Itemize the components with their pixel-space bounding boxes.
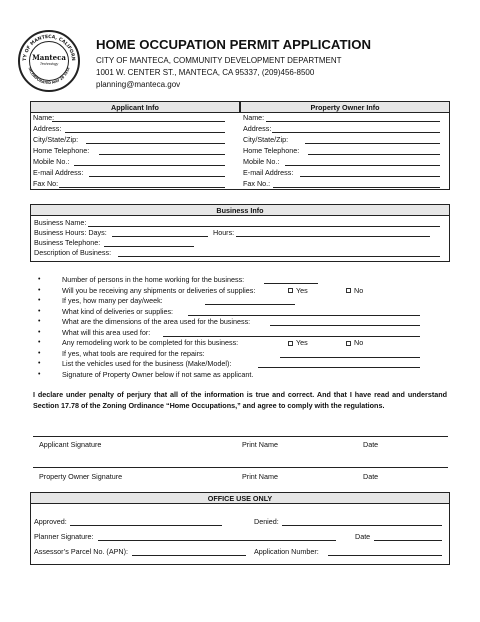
applicant-field-label: Mobile No.: xyxy=(33,157,70,166)
applicant-field-input[interactable] xyxy=(89,176,225,177)
question-text: If yes, how many per day/week: xyxy=(62,296,163,305)
bullet-icon: • xyxy=(38,370,41,378)
business-telephone-label: Business Telephone: xyxy=(34,238,101,247)
seal-arc-bottom-text: INCORPORATED MAY 28 1918 xyxy=(27,66,71,86)
applicant-info-header: Applicant Info xyxy=(30,101,240,113)
applicant-field-input[interactable] xyxy=(74,165,225,166)
owner-field-label: City/State/Zip: xyxy=(243,135,289,144)
business-days-label: Business Hours: Days: xyxy=(34,228,107,237)
question-answer-field[interactable] xyxy=(205,304,295,305)
owner-date-label: Date xyxy=(363,472,379,481)
business-name-label: Business Name: xyxy=(34,218,87,227)
owner-signature-label: Property Owner Signature xyxy=(39,472,123,481)
question-text: Signature of Property Owner below if not same as applicant. xyxy=(62,369,254,379)
bullet-icon: • xyxy=(38,276,41,283)
business-days-field[interactable] xyxy=(112,236,208,237)
seal-arc-top-text: TY OF MANTECA, CALIFORN xyxy=(22,34,76,62)
owner-field-label: Home Telephone: xyxy=(243,146,300,155)
business-hours-field[interactable] xyxy=(236,236,430,237)
applicant-field-input[interactable] xyxy=(59,187,225,188)
applicant-field-label: Fax No: xyxy=(33,179,59,188)
checkbox-icon[interactable] xyxy=(288,288,293,293)
question-text: List the vehicles used for the business (Make/Model): xyxy=(62,359,232,368)
question-text: If yes, what tools are required for the repairs: xyxy=(62,348,205,358)
question-answer-field[interactable] xyxy=(188,315,420,316)
question-answer-field[interactable] xyxy=(264,283,318,284)
apn-field[interactable] xyxy=(132,555,246,556)
applicant-print-name-label: Print Name xyxy=(242,440,278,449)
owner-field-label: E-mail Address: xyxy=(243,168,294,177)
yes-label: Yes xyxy=(296,285,308,295)
business-description-label: Description of Business: xyxy=(34,248,112,257)
owner-field-input[interactable] xyxy=(308,154,440,155)
owner-print-name-label: Print Name xyxy=(242,472,278,481)
applicant-field-label: Home Telephone: xyxy=(33,146,90,155)
bullet-icon: • xyxy=(38,339,41,346)
question-answer-field[interactable] xyxy=(163,336,420,337)
bullet-icon: • xyxy=(38,307,41,315)
applicant-date-label: Date xyxy=(363,440,379,449)
owner-field-input[interactable] xyxy=(305,143,440,144)
question-answer-field[interactable] xyxy=(270,325,420,326)
denied-field[interactable] xyxy=(282,525,442,526)
checkbox-icon[interactable] xyxy=(346,341,351,346)
application-number-label: Application Number: xyxy=(254,547,319,556)
approved-label: Approved: xyxy=(34,517,67,526)
declaration-text: I declare under penalty of perjury that all of the information is true and correct. And that I have read and understand Section 17.78 of the Zoning Ordinance “Home Occupations,” and agree to comply with the regulations. xyxy=(33,390,447,410)
business-info-header: Business Info xyxy=(30,204,450,216)
application-number-field[interactable] xyxy=(328,555,442,556)
approved-field[interactable] xyxy=(70,525,222,526)
email-line: planning@manteca.gov xyxy=(96,80,181,89)
apn-label: Assessor’s Parcel No. (APN): xyxy=(34,547,128,556)
applicant-field-input[interactable] xyxy=(65,132,225,133)
checkbox-icon[interactable] xyxy=(346,288,351,293)
applicant-field-input[interactable] xyxy=(86,143,225,144)
applicant-field-input[interactable] xyxy=(52,121,225,122)
business-description-field[interactable] xyxy=(118,256,440,257)
department-line: CITY OF MANTECA, COMMUNITY DEVELOPMENT DEPARTMENT xyxy=(96,56,342,65)
owner-field-label: Fax No.: xyxy=(243,179,271,188)
yes-checkbox-option[interactable] xyxy=(288,339,308,346)
owner-field-input[interactable] xyxy=(300,176,440,177)
planner-date-field[interactable] xyxy=(374,540,442,541)
question-text: Number of persons in the home working for the business: xyxy=(62,275,245,284)
planner-date-label: Date xyxy=(355,532,371,541)
yes-label: Yes xyxy=(296,338,308,347)
planner-signature-field[interactable] xyxy=(98,540,336,541)
applicant-signature-label: Applicant Signature xyxy=(39,440,102,449)
denied-label: Denied: xyxy=(254,517,279,526)
seal-city-name: Manteca xyxy=(32,53,66,62)
page-title: HOME OCCUPATION PERMIT APPLICATION xyxy=(96,37,371,52)
yes-checkbox-option[interactable] xyxy=(288,287,308,294)
applicant-field-input[interactable] xyxy=(99,154,225,155)
bullet-icon: • xyxy=(38,318,41,325)
applicant-field-label: E-mail Address: xyxy=(33,168,84,177)
bullet-icon: • xyxy=(38,360,41,367)
seal-tagline: Technology xyxy=(39,62,59,66)
business-telephone-field[interactable] xyxy=(104,246,194,247)
owner-field-input[interactable] xyxy=(285,165,440,166)
business-hours-label: Hours: xyxy=(213,228,235,237)
bullet-icon: • xyxy=(38,297,41,304)
owner-info-header: Property Owner Info xyxy=(240,101,450,113)
owner-signature-line[interactable] xyxy=(33,467,448,468)
bullet-icon: • xyxy=(38,286,41,294)
applicant-signature-line[interactable] xyxy=(33,436,448,437)
question-text: What are the dimensions of the area used for the business: xyxy=(62,317,251,326)
checkbox-icon[interactable] xyxy=(288,341,293,346)
address-line: 1001 W. CENTER ST., MANTECA, CA 95337, (209)456-8500 xyxy=(96,68,315,77)
question-text: Will you be receiving any shipments or deliveries of supplies: xyxy=(62,285,256,295)
business-name-field[interactable] xyxy=(88,226,440,227)
applicant-field-label: City/State/Zip: xyxy=(33,135,79,144)
question-answer-field[interactable] xyxy=(280,357,420,358)
owner-field-label: Mobile No.: xyxy=(243,157,280,166)
question-text: What kind of deliveries or supplies: xyxy=(62,306,174,316)
applicant-field-label: Name: xyxy=(33,113,55,122)
office-use-header: OFFICE USE ONLY xyxy=(30,492,450,504)
no-label: No xyxy=(354,285,364,295)
question-answer-field[interactable] xyxy=(258,367,420,368)
planner-signature-label: Planner Signature: xyxy=(34,532,94,541)
owner-field-label: Address: xyxy=(243,124,272,133)
no-label: No xyxy=(354,338,364,347)
owner-field-input[interactable] xyxy=(273,187,440,188)
question-text: Any remodeling work to be completed for this business: xyxy=(62,338,239,347)
bullet-icon: • xyxy=(38,328,41,336)
no-checkbox-option[interactable] xyxy=(346,339,363,346)
owner-field-label: Name: xyxy=(243,113,265,122)
question-text: What will this area used for: xyxy=(62,327,151,337)
no-checkbox-option[interactable] xyxy=(346,287,363,294)
city-seal-logo xyxy=(18,30,80,92)
applicant-field-label: Address: xyxy=(33,124,62,133)
owner-field-input[interactable] xyxy=(272,132,440,133)
owner-field-input[interactable] xyxy=(266,121,440,122)
bullet-icon: • xyxy=(38,349,41,357)
